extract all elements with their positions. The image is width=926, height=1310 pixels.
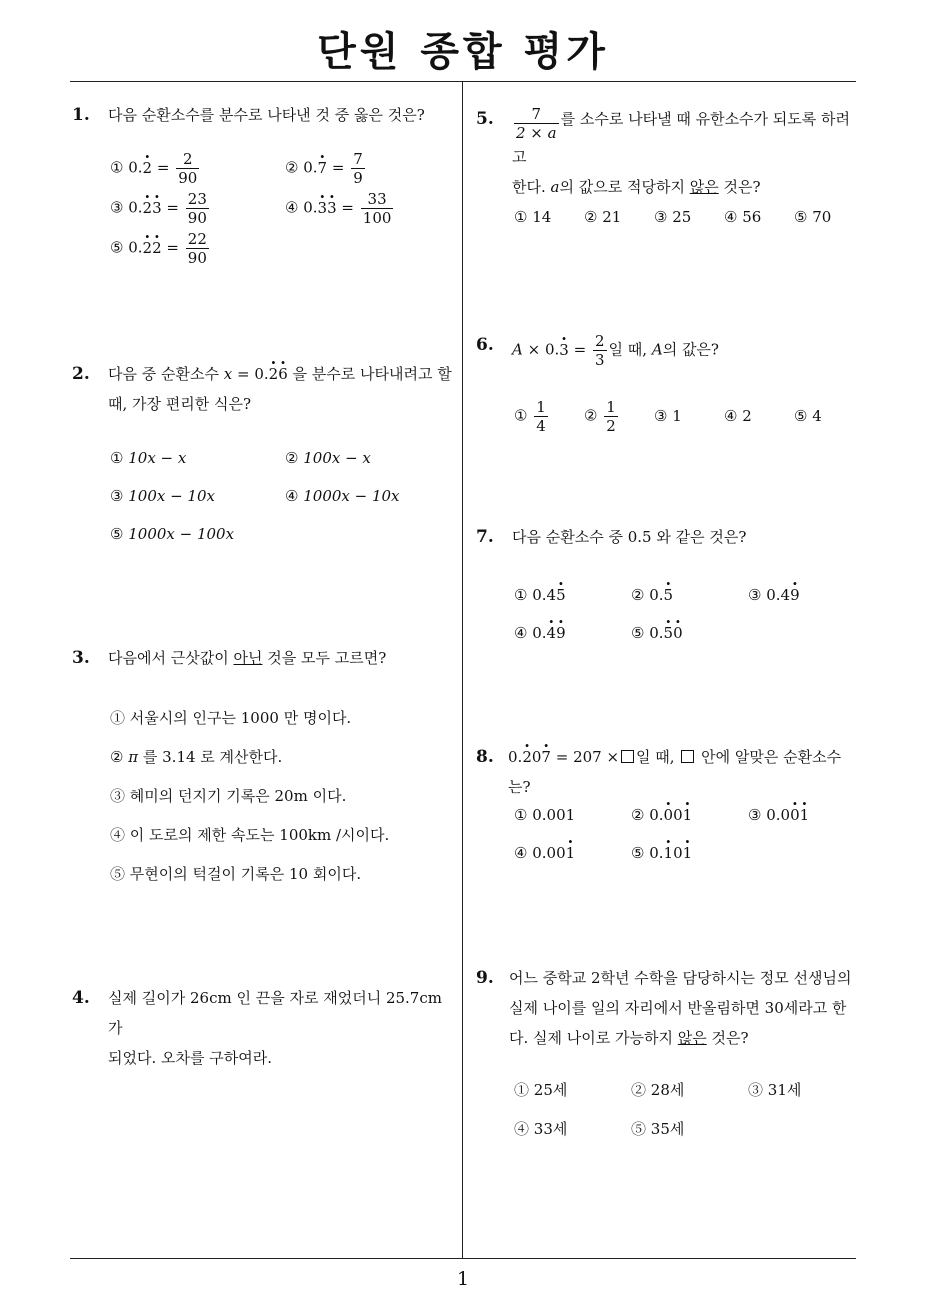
option-1[interactable]: ① $\frac{1}{4}$	[514, 398, 546, 435]
option-mark: ①	[110, 158, 124, 177]
equals: =	[341, 198, 354, 217]
fraction: $\frac{7}{9}$	[353, 150, 363, 187]
question-5	[476, 104, 861, 234]
option-3[interactable]	[110, 190, 211, 227]
blank-box	[621, 750, 634, 763]
option-4[interactable]: ④ 56	[724, 208, 762, 226]
question-number: 4.	[72, 988, 90, 1008]
option-5[interactable]: ⑤ 70	[794, 208, 832, 226]
repeating-digit: 2 ·	[143, 233, 153, 263]
fraction: $\frac{33}{100}$	[362, 190, 392, 227]
option-4[interactable]: ④ 0.001 ·	[514, 838, 575, 868]
question-number: 9.	[476, 968, 494, 988]
repeating-digit: 2 ·	[143, 153, 153, 183]
option-1[interactable]: ① 0.45 ·	[514, 580, 566, 610]
option-3[interactable]: ③ 혜미의 던지기 기록은 20m 이다.	[110, 787, 347, 805]
option-4[interactable]: ④ 0.4 ·9 ·	[514, 618, 566, 648]
question-1	[72, 100, 452, 280]
option-5[interactable]: ⑤ 무현이의 턱걸이 기록은 10 회이다.	[110, 865, 362, 883]
fraction: $\frac{22}{90}$	[187, 230, 207, 267]
question-number: 1.	[72, 105, 90, 125]
question-6	[476, 330, 861, 450]
option-5[interactable]: ⑤ 0.5 ·0 ·	[631, 618, 683, 648]
question-text: 어느 중학교 2학년 수학을 담당하시는 정모 선생님의 실제 나이를 일의 자리에서 반올림하면 30세라고 한 다. 실제 나이로 가능하지 않은 것은?	[509, 969, 852, 1047]
option-mark: ②	[285, 158, 299, 177]
question-text: 다음 순환소수 중 0.5 와 같은 것은?	[512, 528, 747, 546]
column-divider	[462, 81, 463, 1258]
option-3[interactable]: ③ 100x − 10x	[110, 487, 215, 505]
page-number: 1	[456, 1268, 470, 1290]
equals: =	[156, 158, 170, 177]
option-4[interactable]: ④ 1000x − 10x	[285, 487, 400, 505]
option-5[interactable]: ⑤ 4	[794, 407, 822, 425]
question-2	[72, 359, 457, 559]
question-9	[476, 963, 861, 1153]
repeating-digit: 3 ·	[318, 193, 328, 223]
option-2[interactable]: ② $\frac{1}{2}$	[584, 398, 616, 435]
bottom-rule	[70, 1258, 856, 1259]
option-4[interactable]: ④ 이 도로의 제한 속도는 100km /시이다.	[110, 826, 390, 844]
option-2[interactable]: ② 100x − x	[285, 449, 371, 467]
option-1[interactable]: ① 서울시의 인구는 1000 만 명이다.	[110, 709, 352, 727]
option-4[interactable]	[285, 190, 395, 227]
decimal-int: 0.	[303, 158, 318, 177]
option-2[interactable]: ② 0.0 ·01 ·	[631, 800, 692, 830]
equals: =	[166, 198, 179, 217]
option-1[interactable]: ① 14	[514, 208, 552, 226]
decimal-int: 0.	[303, 198, 318, 217]
question-number: 2.	[72, 364, 90, 384]
question-3	[72, 643, 457, 893]
option-2[interactable]: ② 0.5 ·	[631, 580, 673, 610]
repeating-digit: 7 ·	[318, 153, 328, 183]
option-2[interactable]: ② 21	[584, 208, 622, 226]
question-text: 실제 길이가 26cm 인 끈을 자로 재었더니 25.7cm 가 되었다. 오차를 구하여라.	[108, 989, 442, 1067]
question-number: 3.	[72, 648, 90, 668]
fraction: $\frac{7}{2 \times a}$	[516, 105, 557, 142]
fraction: $\frac{2}{3}$	[594, 332, 605, 369]
equals: =	[166, 238, 179, 257]
top-rule	[70, 81, 856, 82]
question-number: 8.	[476, 747, 494, 767]
question-number: 6.	[476, 335, 494, 355]
question-text: 0.2 ·07 · = 207 × 일 때, 안에 알맞은 순환소수는?	[508, 742, 861, 802]
option-4[interactable]: ④ 2	[724, 407, 752, 425]
decimal-int: 0.	[128, 158, 143, 177]
fraction: $\frac{23}{90}$	[187, 190, 207, 227]
question-text: 다음 중 순환소수 x = 0.2 ·6 · 을 분수로 나타내려고 할 때, 가장 편리한 식은?	[108, 359, 452, 419]
question-4	[72, 983, 457, 1067]
option-5[interactable]: ⑤ 1000x − 100x	[110, 525, 235, 543]
question-8	[476, 742, 861, 872]
question-number: 5.	[476, 109, 494, 129]
equals: =	[331, 158, 345, 177]
option-4[interactable]: ④ 33세	[514, 1120, 568, 1138]
option-3[interactable]: ③ 0.49 ·	[748, 580, 800, 610]
option-5[interactable]	[110, 230, 211, 267]
repeating-digit: 3 ·	[152, 193, 162, 223]
question-text: 다음에서 근삿값이 아닌 것을 모두 고르면?	[108, 649, 387, 667]
question-text: A × 0.3 · = $\frac{2}{3}$ 일 때, A의 값은?	[512, 332, 719, 369]
option-mark: ⑤	[110, 238, 124, 257]
option-3[interactable]: ③ 31세	[748, 1081, 802, 1099]
option-1[interactable]: ① 10x − x	[110, 449, 187, 467]
question-7	[476, 522, 861, 652]
option-1[interactable]: ① 25세	[514, 1081, 568, 1099]
option-3[interactable]: ③ 25	[654, 208, 692, 226]
decimal-int: 0.	[128, 198, 143, 217]
option-5[interactable]: ⑤ 0.1 ·01 ·	[631, 838, 692, 868]
question-text: 다음 순환소수를 분수로 나타낸 것 중 옳은 것은?	[108, 106, 425, 124]
option-3[interactable]: ③ 0.00 ·1 ·	[748, 800, 809, 830]
repeating-digit: 2 ·	[152, 233, 162, 263]
option-3[interactable]: ③ 1	[654, 407, 682, 425]
blank-box	[681, 750, 694, 763]
option-2[interactable]	[285, 150, 367, 187]
question-number: 7.	[476, 527, 494, 547]
option-mark: ④	[285, 198, 299, 217]
decimal-int: 0.	[128, 238, 143, 257]
option-1[interactable]: ① 0.001	[514, 806, 576, 824]
option-mark: ③	[110, 198, 124, 217]
page-title: 단원 종합 평가	[317, 29, 609, 75]
option-5[interactable]: ⑤ 35세	[631, 1120, 685, 1138]
option-2[interactable]: ② 28세	[631, 1081, 685, 1099]
repeating-digit: 2 ·	[143, 193, 153, 223]
question-text: $\frac{7}{2 \times a}$ 를 소수로 나타낼 때 유한소수가 되도록 하려고 한다. a의 값으로 적당하지 않은 것은?	[512, 105, 851, 196]
repeating-digit: 3 ·	[327, 193, 337, 223]
fraction: $\frac{2}{90}$	[178, 150, 198, 187]
option-2[interactable]: ② π 를 3.14 로 계산한다.	[110, 748, 283, 766]
